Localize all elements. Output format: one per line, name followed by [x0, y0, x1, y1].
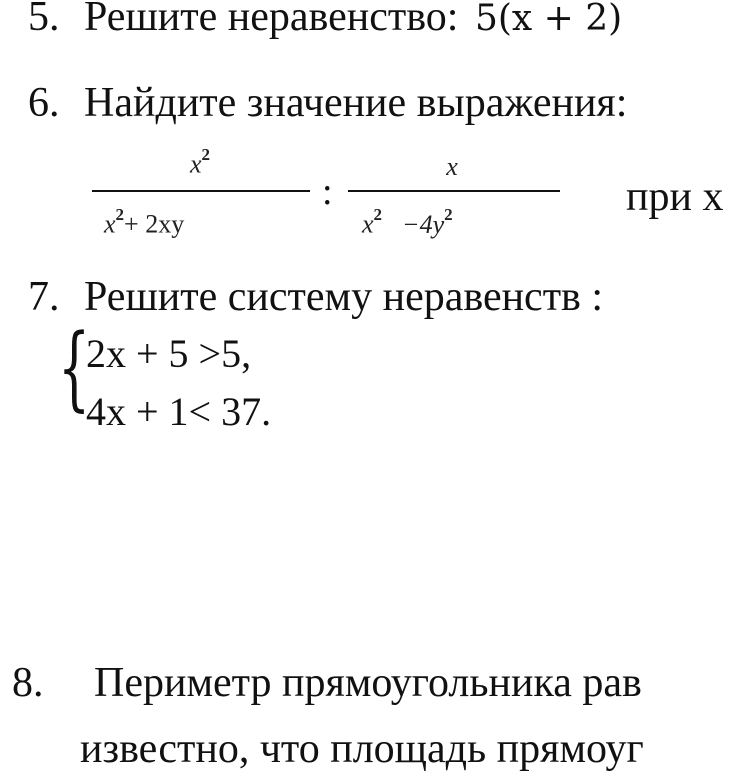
fraction-1-numerator: $x^2$: [189, 145, 211, 179]
inequality-1: 2x + 5 >5,: [86, 331, 252, 376]
problem-6-number: 6.: [28, 80, 60, 126]
condition-text: при x: [626, 174, 724, 220]
problem-8-next-line: известно, что площадь прямоуг: [80, 726, 644, 772]
problem-5: [28, 0, 622, 38]
problem-7-text: Решите систему неравенств :: [84, 274, 604, 320]
problem-5-text: Решите неравенство:: [84, 0, 459, 40]
problem-7: [28, 276, 603, 318]
fraction-2-denominator: $x^2 -4y^2$: [362, 205, 453, 239]
problem-5-number: 5.: [28, 0, 60, 40]
problem-6: [28, 82, 627, 124]
problem-8-number: 8.: [12, 660, 44, 706]
system-brace: {: [58, 314, 91, 421]
fraction-1-bar: [92, 190, 310, 192]
problem-5-expression: 5(x + 2): [474, 0, 623, 39]
problem-8-text: Периметр прямоугольника рав: [94, 660, 642, 706]
fraction-1-denominator: $x^2+ 2xy$: [104, 205, 185, 239]
problem-6-text: Найдите значение выражения:: [84, 80, 628, 126]
fraction-2-numerator: x: [446, 152, 458, 181]
fraction-2-bar: [348, 190, 560, 192]
problem-7-number: 7.: [28, 274, 60, 320]
division-colon: :: [322, 171, 333, 213]
inequality-2: 4x + 1< 37.: [86, 389, 272, 434]
problem-8: [12, 662, 642, 704]
